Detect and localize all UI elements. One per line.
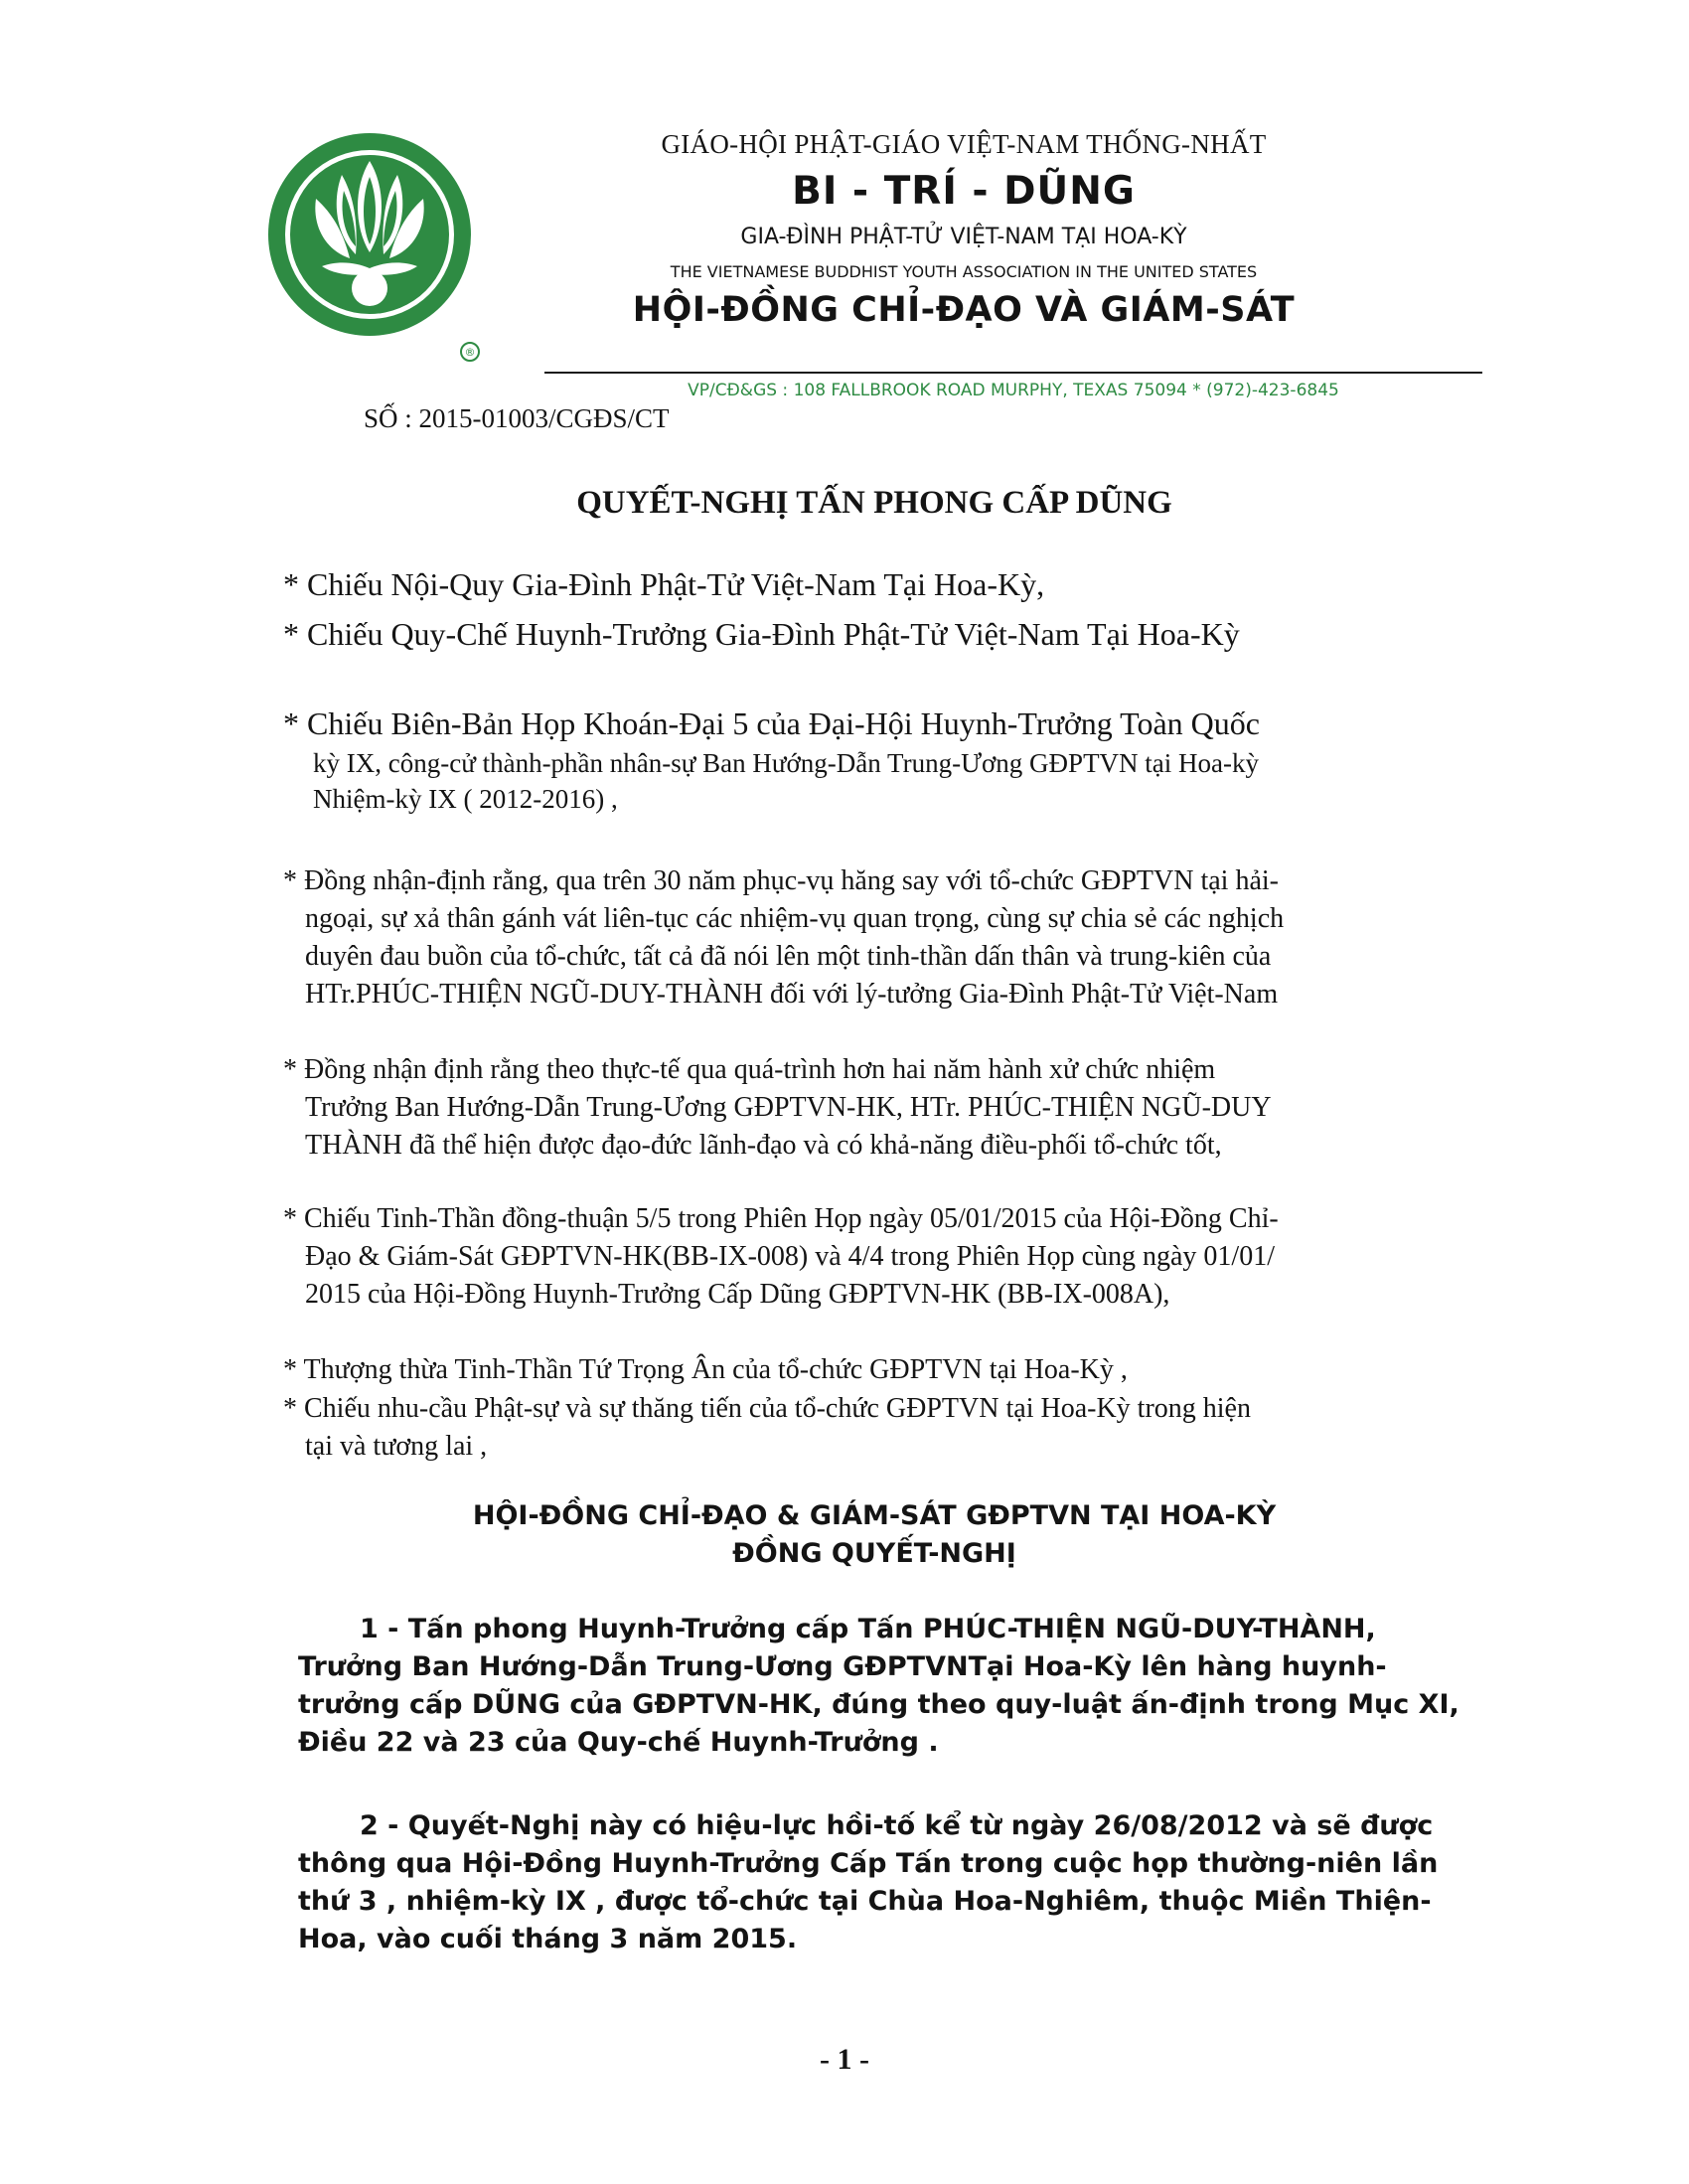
- association-name-vn: GIA-ĐÌNH PHẬT-TỬ VIỆT-NAM TẠI HOA-KỲ: [740, 225, 1187, 249]
- clause-line: tại và tương lai ,: [305, 1431, 488, 1462]
- registered-mark: ®: [464, 346, 476, 359]
- clause-line: ngoại, sự xả thân gánh vát liên-tục các nhiệm-vụ quan trọng, cùng sự chia sẻ các nghịch: [305, 903, 1285, 934]
- association-name-en: THE VIETNAMESE BUDDHIST YOUTH ASSOCIATION IN THE UNITED STATES: [670, 262, 1258, 281]
- preamble-clause: [283, 1390, 1475, 1466]
- decision-line: Điều 22 và 23 của Quy-chế Huynh-Trưởng .: [298, 1727, 939, 1758]
- clause-line: HTr.PHÚC-THIỆN NGŨ-DUY-THÀNH đối với lý-tưởng Gia-Đình Phật-Tử Việt-Nam: [305, 979, 1279, 1010]
- motto: BI - TRÍ - DŨNG: [792, 169, 1136, 214]
- preamble-clause: [283, 1051, 1475, 1165]
- decision-line: thông qua Hội-Đồng Huynh-Trưởng Cấp Tấn trong cuộc họp thường-niên lần: [298, 1848, 1439, 1879]
- preamble-clause: [283, 562, 1475, 606]
- clause-line: * Chiếu Biên-Bản Họp Khoán-Đại 5 của Đại-Hội Huynh-Trưởng Toàn Quốc: [283, 705, 1260, 741]
- resolution-heading-line: ĐỒNG QUYẾT-NGHỊ: [732, 1538, 1016, 1569]
- decision-line: 2 - Quyết-Nghị này có hiệu-lực hồi-tố kể từ ngày 26/08/2012 và sẽ được: [360, 1810, 1434, 1841]
- council-name: HỘI-ĐỒNG CHỈ-ĐẠO VÀ GIÁM-SÁT: [632, 290, 1296, 330]
- clause-line: * Đồng nhận định rằng theo thực-tế qua quá-trình hơn hai năm hành xử chức nhiệm: [283, 1054, 1216, 1085]
- clause-line: * Chiếu Quy-Chế Huynh-Trưởng Gia-Đình Phật-Tử Việt-Nam Tại Hoa-Kỳ: [283, 616, 1240, 652]
- document-number: SỐ : 2015-01003/CGĐS/CT: [364, 403, 670, 433]
- organization-name: GIÁO-HỘI PHẬT-GIÁO VIỆT-NAM THỐNG-NHẤT: [661, 129, 1267, 159]
- resolution-heading: [298, 1497, 1451, 1573]
- clause-line: THÀNH đã thể hiện được đạo-đức lãnh-đạo và có khả-năng điều-phối tổ-chức tốt,: [305, 1130, 1222, 1161]
- office-address: VP/CĐ&GS : 108 FALLBROOK ROAD MURPHY, TEXAS 75094 * (972)-423-6845: [688, 381, 1339, 400]
- preamble-clause: [283, 702, 1475, 817]
- preamble-clause: [283, 1351, 1475, 1389]
- clause-line: Đạo & Giám-Sát GĐPTVN-HK(BB-IX-008) và 4/4 trong Phiên Họp cùng ngày 01/01/: [305, 1241, 1275, 1272]
- clause-line: * Chiếu Nội-Quy Gia-Đình Phật-Tử Việt-Nam Tại Hoa-Kỳ,: [283, 566, 1045, 602]
- decision-line: thứ 3 , nhiệm-kỳ IX , được tổ-chức tại Chùa Hoa-Nghiêm, thuộc Miền Thiện-: [298, 1886, 1432, 1917]
- document-title: QUYẾT-NGHỊ TẤN PHONG CẤP DŨNG: [576, 485, 1172, 521]
- header-divider: [544, 372, 1482, 374]
- clause-line: Trưởng Ban Hướng-Dẫn Trung-Ương GĐPTVN-HK, HTr. PHÚC-THIỆN NGŨ-DUY: [305, 1092, 1272, 1123]
- clause-line: duyên đau buồn của tổ-chức, tất cả đã nói lên một tinh-thần dấn thân và trung-kiên của: [305, 941, 1272, 972]
- decision-line: Trưởng Ban Hướng-Dẫn Trung-Ương GĐPTVNTại Hoa-Kỳ lên hàng huynh-: [298, 1651, 1387, 1682]
- decision-line: 1 - Tấn phong Huynh-Trưởng cấp Tấn PHÚC-THIỆN NGŨ-DUY-THÀNH,: [360, 1614, 1376, 1644]
- clause-line: * Đồng nhận-định rằng, qua trên 30 năm phục-vụ hăng say với tổ-chức GĐPTVN tại hải-: [283, 865, 1279, 896]
- lotus-logo-icon: [264, 117, 481, 366]
- decision-line: trưởng cấp DŨNG của GĐPTVN-HK, đúng theo quy-luật ấn-định trong Mục XI,: [298, 1689, 1459, 1720]
- preamble-clause: [283, 1200, 1475, 1314]
- resolution-heading-line: HỘI-ĐỒNG CHỈ-ĐẠO & GIÁM-SÁT GĐPTVN TẠI HOA-KỲ: [472, 1500, 1277, 1531]
- decision-item: [298, 1807, 1480, 1958]
- decision-line: Hoa, vào cuối tháng 3 năm 2015.: [298, 1924, 798, 1954]
- clause-line: * Thượng thừa Tinh-Thần Tứ Trọng Ân của tổ-chức GĐPTVN tại Hoa-Kỳ ,: [283, 1354, 1128, 1385]
- clause-line: 2015 của Hội-Đồng Huynh-Trưởng Cấp Dũng GĐPTVN-HK (BB-IX-008A),: [305, 1279, 1170, 1310]
- clause-line: Nhiệm-kỳ IX ( 2012-2016) ,: [313, 784, 618, 814]
- preamble-clause: [283, 612, 1475, 656]
- clause-line: * Chiếu nhu-cầu Phật-sự và sự thăng tiến của tổ-chức GĐPTVN tại Hoa-Kỳ trong hiện: [283, 1393, 1251, 1424]
- clause-line: * Chiếu Tinh-Thần đồng-thuận 5/5 trong Phiên Họp ngày 05/01/2015 của Hội-Đồng Chỉ-: [283, 1203, 1279, 1234]
- decision-item: [298, 1611, 1480, 1762]
- clause-line: kỳ IX, công-cử thành-phần nhân-sự Ban Hướng-Dẫn Trung-Ương GĐPTVN tại Hoa-kỳ: [313, 748, 1260, 778]
- page-number: - 1 -: [820, 2043, 869, 2076]
- preamble-clause: [283, 862, 1475, 1014]
